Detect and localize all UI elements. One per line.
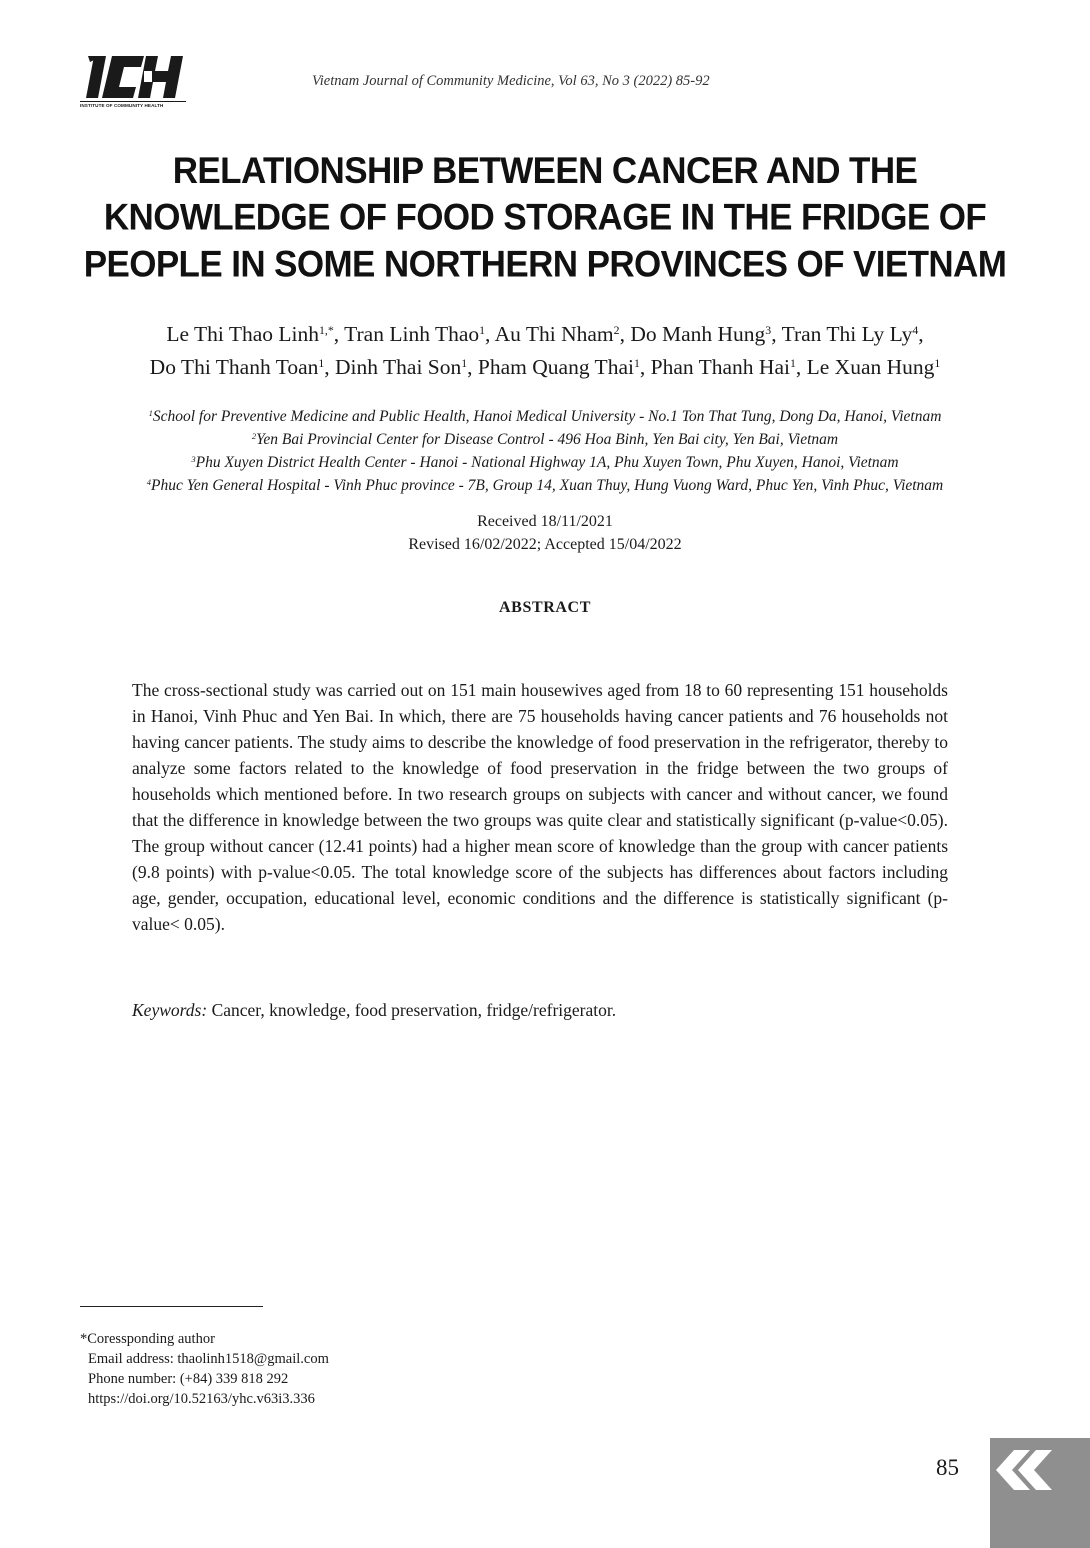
author-separator: , xyxy=(467,355,478,379)
ich-logo-icon xyxy=(80,54,186,112)
author-name: Tran Thi Ly Ly xyxy=(781,322,913,346)
affiliation-item xyxy=(40,428,1050,451)
author-affiliation-mark: 3 xyxy=(765,322,772,337)
submission-dates xyxy=(40,510,1050,556)
author-name: Le Xuan Hung xyxy=(806,355,935,379)
title-line: KNOWLEDGE OF FOOD STORAGE IN THE FRIDGE OF xyxy=(103,196,987,239)
author-name: Do Manh Hung xyxy=(630,322,766,346)
author-line-1 xyxy=(40,318,1050,351)
author-separator: , xyxy=(619,322,631,346)
author-separator: , xyxy=(918,322,924,346)
author-affiliation-mark: 2 xyxy=(613,322,620,337)
title-line: PEOPLE IN SOME NORTHERN PROVINCES OF VIETNAM xyxy=(83,243,1007,285)
author-name: Dinh Thai Son xyxy=(335,355,462,379)
footnote xyxy=(80,1329,329,1409)
title-line: RELATIONSHIP BETWEEN CANCER AND THE xyxy=(172,150,918,192)
author-separator: , xyxy=(485,322,495,346)
affiliation-list xyxy=(40,405,1050,497)
author-affiliation-mark: 1 xyxy=(789,355,796,370)
author-separator: , xyxy=(324,355,336,379)
keywords xyxy=(132,997,948,1023)
author-affiliation-mark: 1 xyxy=(318,355,325,370)
revised-accepted-date: Revised 16/02/2022; Accepted 15/04/2022 xyxy=(408,536,682,553)
author-name: Le Thi Thao Linh xyxy=(166,322,319,346)
affiliation-mark: 2 xyxy=(251,430,257,441)
corner-tab xyxy=(990,1438,1090,1548)
author-affiliation-mark: 1 xyxy=(934,355,941,370)
author-separator: , xyxy=(333,322,345,346)
corresponding-author-label: *Coressponding author xyxy=(80,1331,215,1347)
affiliation-text: Phuc Yen General Hospital - Vinh Phuc province - 7B, Group 14, Xuan Thuy, Hung Vuong Ward, Phuc Yen, Vinh Phuc, Vietnam xyxy=(150,477,944,494)
abstract-heading: ABSTRACT xyxy=(499,599,591,616)
affiliation-item xyxy=(40,405,1050,428)
author-affiliation-mark: 1 xyxy=(461,355,468,370)
affiliation-item xyxy=(40,474,1050,497)
author-separator: , xyxy=(771,322,782,346)
affiliation-text: Yen Bai Provincial Center for Disease Control - 496 Hoa Binh, Yen Bai city, Yen Bai, Vietnam xyxy=(256,431,839,448)
affiliation-mark: 3 xyxy=(191,453,196,464)
keywords-text: Cancer, knowledge, food preservation, fridge/refrigerator. xyxy=(207,1000,617,1020)
keywords-label: Keywords: xyxy=(132,1000,208,1020)
author-name: Au Thi Nham xyxy=(494,322,614,346)
author-name: Tran Linh Thao xyxy=(344,322,480,346)
received-date: Received 18/11/2021 xyxy=(477,513,613,530)
author-affiliation-mark: 1 xyxy=(633,355,640,370)
footnote-divider xyxy=(80,1306,263,1307)
doi-link[interactable]: https://doi.org/10.52163/yhc.v63i3.336 xyxy=(88,1391,315,1407)
author-affiliation-mark: 1 xyxy=(479,322,486,337)
author-name: Do Thi Thanh Toan xyxy=(149,355,319,379)
affiliation-mark: 4 xyxy=(146,476,151,487)
author-list xyxy=(40,318,1050,384)
author-separator: , xyxy=(639,355,651,379)
journal-citation: Vietnam Journal of Community Medicine, Vol 63, No 3 (2022) 85-92 xyxy=(312,73,710,89)
affiliation-item xyxy=(40,451,1050,474)
author-line-2 xyxy=(40,351,1050,384)
logo-caption: INSTITUTE OF COMMUNITY HEALTH xyxy=(80,101,186,108)
email-address: Email address: thaolinh1518@gmail.com xyxy=(88,1351,329,1367)
author-name: Phan Thanh Hai xyxy=(650,355,790,379)
paper-title xyxy=(40,148,1050,288)
author-affiliation-mark: 1,* xyxy=(319,322,334,337)
author-affiliation-mark: 4 xyxy=(912,322,919,337)
page-number: 85 xyxy=(936,1455,959,1480)
abstract-body: The cross-sectional study was carried out on 151 main housewives aged from 18 to 60 representing 151 households in Hanoi, Vinh Phuc and Yen Bai. In which, there are 75 households having cancer patients and 76 households not having cancer patients. The study aims to describe the knowledge of food preservation in the refrigerator, thereby to analyze some factors related to the knowledge of food preservation in the fridge between the two groups of households which mentioned before. In two research groups on subjects with cancer and without cancer, we found that the difference in knowledge between the two groups was quite clear and statistically significant (p-value<0.05). The group without cancer (12.41 points) had a higher mean score of knowledge than the group with cancer patients (9.8 points) with p-value<0.05. The total knowledge score of the subjects has differences about factors including age, gender, occupation, educational level, economic conditions and the difference is statistically significant (p-value< 0.05). xyxy=(132,680,948,934)
affiliation-mark: 1 xyxy=(148,407,153,418)
author-name: Pham Quang Thai xyxy=(477,355,634,379)
phone-number: Phone number: (+84) 339 818 292 xyxy=(88,1371,289,1387)
affiliation-text: Phu Xuyen District Health Center - Hanoi - National Highway 1A, Phu Xuyen Town, Phu Xuyen, Hanoi, Vietnam xyxy=(195,454,899,471)
affiliation-text: School for Preventive Medicine and Public Health, Hanoi Medical University - No.1 Ton That Tung, Dong Da, Hanoi, Vietnam xyxy=(152,408,942,425)
author-separator: , xyxy=(795,355,807,379)
double-chevron-left-icon xyxy=(990,1450,1052,1490)
